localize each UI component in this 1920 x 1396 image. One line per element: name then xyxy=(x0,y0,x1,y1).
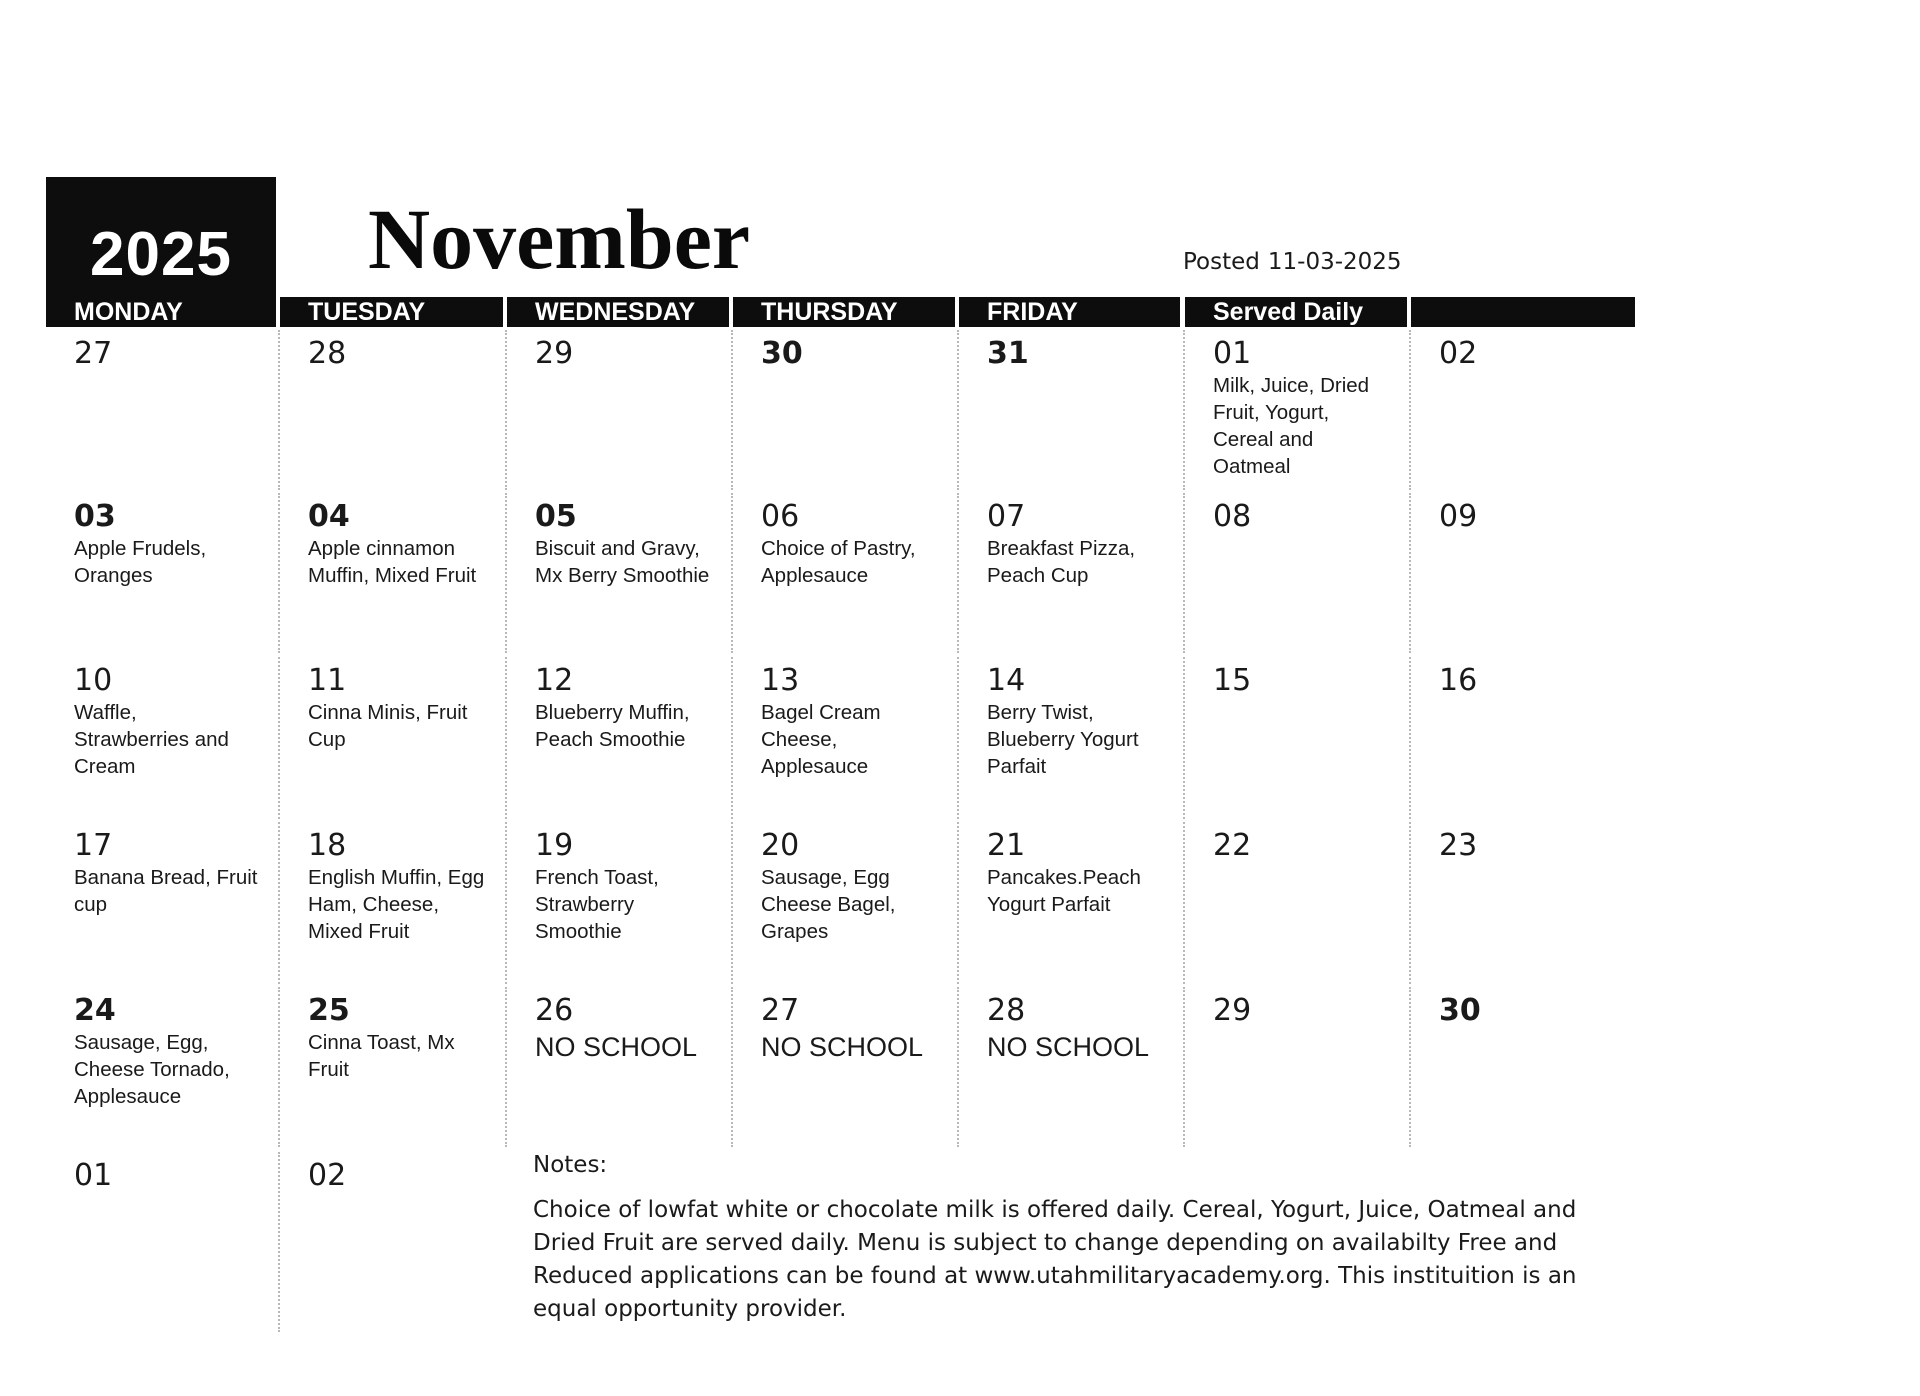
day-number: 21 xyxy=(987,828,1026,863)
day-cell xyxy=(1409,987,1635,1147)
day-number: 08 xyxy=(1213,499,1252,534)
day-number: 25 xyxy=(308,993,350,1028)
notes-section xyxy=(533,1150,1623,1326)
day-menu: Banana Bread, Fruit cup xyxy=(74,866,258,916)
day-menu: Blueberry Muffin, Peach Smoothie xyxy=(535,701,690,751)
day-cell xyxy=(278,493,505,653)
posted-date xyxy=(1183,249,1402,275)
day-number: 24 xyxy=(74,993,116,1028)
day-cell xyxy=(1183,330,1409,490)
day-number: 12 xyxy=(535,663,574,698)
day-menu: Breakfast Pizza, Peach Cup xyxy=(987,537,1136,587)
day-cell xyxy=(731,987,957,1147)
day-number: 19 xyxy=(535,828,574,863)
day-menu: Choice of Pastry, Applesauce xyxy=(761,537,916,587)
day-cell xyxy=(1409,330,1635,490)
day-number: 18 xyxy=(308,828,347,863)
day-cell xyxy=(278,822,505,984)
day-cell xyxy=(1409,822,1635,984)
day-cell xyxy=(1183,493,1409,653)
day-number: 30 xyxy=(761,336,803,371)
header-monday: MONDAY xyxy=(46,297,276,327)
day-menu: Biscuit and Gravy, Mx Berry Smoothie xyxy=(535,537,710,587)
header-wednesday: WEDNESDAY xyxy=(507,297,729,327)
day-cell xyxy=(46,330,276,490)
day-number: 03 xyxy=(74,499,116,534)
day-cell xyxy=(957,493,1183,653)
day-number: 27 xyxy=(761,993,800,1028)
day-cell xyxy=(278,1152,505,1332)
day-cell xyxy=(46,1152,276,1332)
day-number: 01 xyxy=(74,1158,113,1193)
day-number: 29 xyxy=(1213,993,1252,1028)
header-tuesday: TUESDAY xyxy=(280,297,503,327)
header-thursday: THURSDAY xyxy=(733,297,955,327)
day-menu: Apple Frudels, Oranges xyxy=(74,537,207,587)
day-number: 02 xyxy=(1439,336,1478,371)
day-number: 20 xyxy=(761,828,800,863)
calendar-month-title: November xyxy=(368,191,751,287)
day-menu: Sausage, Egg Cheese Bagel, Grapes xyxy=(761,866,896,943)
day-menu: Apple cinnamon Muffin, Mixed Fruit xyxy=(308,537,477,587)
day-cell xyxy=(278,330,505,490)
day-number: 28 xyxy=(308,336,347,371)
day-cell xyxy=(1409,657,1635,819)
day-number: 14 xyxy=(987,663,1026,698)
day-menu: Berry Twist, Blueberry Yogurt Parfait xyxy=(987,701,1139,778)
day-cell xyxy=(731,493,957,653)
day-number: 23 xyxy=(1439,828,1478,863)
day-cell xyxy=(957,987,1183,1147)
day-cell xyxy=(1183,657,1409,819)
day-cell xyxy=(278,657,505,819)
day-menu: Sausage, Egg, Cheese Tornado, Applesauce xyxy=(74,1031,230,1108)
day-number: 09 xyxy=(1439,499,1478,534)
day-menu: Cinna Toast, Mx Fruit xyxy=(308,1031,455,1081)
day-number: 31 xyxy=(987,336,1029,371)
calendar-year: 2025 xyxy=(90,220,232,289)
day-number: 11 xyxy=(308,663,347,698)
day-number: 28 xyxy=(987,993,1026,1028)
day-menu: Bagel Cream Cheese, Applesauce xyxy=(761,701,881,778)
day-menu: NO SCHOOL xyxy=(987,1032,1150,1062)
day-cell xyxy=(957,330,1183,490)
notes-body: Choice of lowfat white or chocolate milk is offered daily. Cereal, Yogurt, Juice, Oatmeal and Dried Fruit are served daily. Menu is subject to change depending on availabilty Free and Reduced applications can be found at www.utahmilitaryacademy.org. This instituition is an equal opportunity provider. xyxy=(533,1197,1577,1322)
day-cell xyxy=(46,657,276,819)
day-number: 07 xyxy=(987,499,1026,534)
day-menu: NO SCHOOL xyxy=(535,1032,698,1062)
day-cell xyxy=(1183,822,1409,984)
day-number: 22 xyxy=(1213,828,1252,863)
day-number: 04 xyxy=(308,499,350,534)
day-cell xyxy=(505,987,731,1147)
day-cell xyxy=(1183,987,1409,1147)
day-menu: Cinna Minis, Fruit Cup xyxy=(308,701,468,751)
day-cell xyxy=(278,987,505,1147)
day-number: 06 xyxy=(761,499,800,534)
day-number: 17 xyxy=(74,828,113,863)
header-friday: FRIDAY xyxy=(959,297,1180,327)
day-cell xyxy=(731,657,957,819)
day-cell xyxy=(505,657,731,819)
day-number: 02 xyxy=(308,1158,347,1193)
day-menu: English Muffin, Egg Ham, Cheese, Mixed Fruit xyxy=(308,866,485,943)
day-number: 01 xyxy=(1213,336,1252,371)
day-cell xyxy=(46,493,276,653)
day-number: 05 xyxy=(535,499,577,534)
day-number: 27 xyxy=(74,336,113,371)
day-menu: French Toast, Strawberry Smoothie xyxy=(535,866,659,943)
day-number: 13 xyxy=(761,663,800,698)
day-cell xyxy=(505,330,731,490)
day-cell xyxy=(731,822,957,984)
day-menu: NO SCHOOL xyxy=(761,1032,924,1062)
day-cell xyxy=(46,822,276,984)
posted-label: Posted xyxy=(1183,249,1260,275)
day-number: 29 xyxy=(535,336,574,371)
day-menu: Pancakes.Peach Yogurt Parfait xyxy=(987,866,1141,916)
day-number: 10 xyxy=(74,663,113,698)
day-cell xyxy=(505,822,731,984)
day-cell xyxy=(46,987,276,1147)
day-cell xyxy=(505,493,731,653)
day-cell xyxy=(731,330,957,490)
header-blank xyxy=(1411,297,1635,327)
notes-title: Notes: xyxy=(533,1152,608,1178)
day-number: 16 xyxy=(1439,663,1478,698)
day-menu: Milk, Juice, Dried Fruit, Yogurt, Cereal and Oatmeal xyxy=(1213,374,1370,478)
day-cell xyxy=(957,657,1183,819)
posted-date-value: 11-03-2025 xyxy=(1267,249,1402,275)
day-menu: Waffle, Strawberries and Cream xyxy=(74,701,229,778)
day-number: 30 xyxy=(1439,993,1481,1028)
header-served-daily: Served Daily xyxy=(1185,297,1407,327)
day-number: 26 xyxy=(535,993,574,1028)
day-cell xyxy=(957,822,1183,984)
day-cell xyxy=(1409,493,1635,653)
day-number: 15 xyxy=(1213,663,1252,698)
